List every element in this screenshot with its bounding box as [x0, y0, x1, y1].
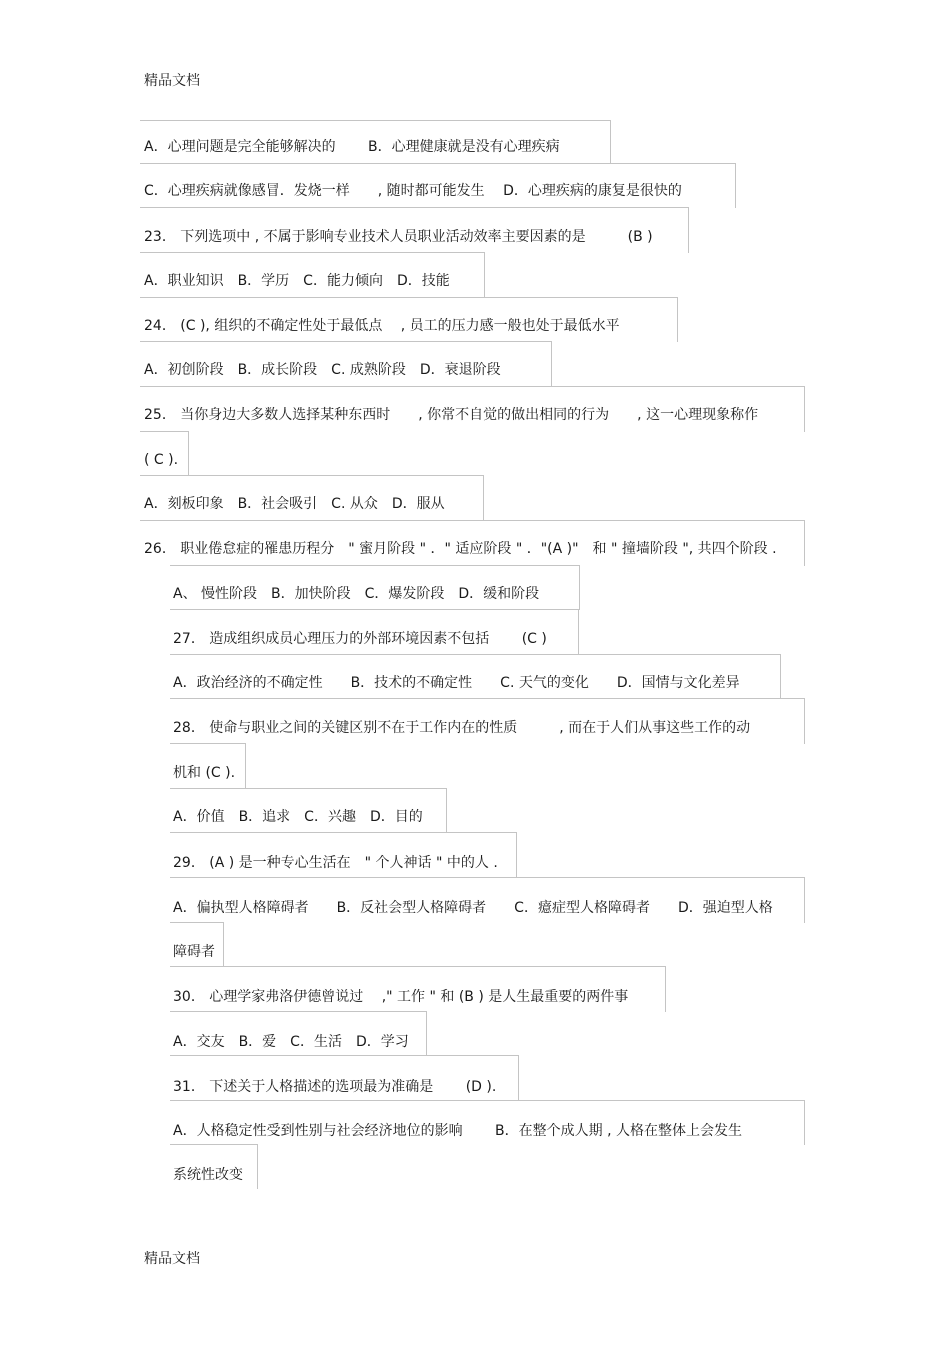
question-23: 23． 下列选项中 , 不属于影响专业技术人员职业活动效率主要因素的是 (B ): [144, 229, 653, 245]
answer-options-continued: 障碍者: [173, 944, 215, 960]
answer-options-line: A．价值 B．追求 C．兴趣 D．目的: [173, 809, 423, 825]
answer-options-line: A．偏执型人格障碍者 B．反社会型人格障碍者 C．癔症型人格障碍者 D．强迫型人格: [173, 900, 773, 916]
question-27: 27． 造成组织成员心理压力的外部环境因素不包括 (C ): [173, 631, 547, 647]
page-footer: 精品文档: [144, 1251, 200, 1267]
answer-options-line: A．交友 B．爱 C．生活 D．学习: [173, 1034, 409, 1050]
question-24: 24． (C ), 组织的不确定性处于最低点 , 员工的压力感一般也处于最低水平: [144, 318, 620, 334]
answer-options-line: A．刻板印象 B．社会吸引 C. 从众 D．服从: [144, 496, 445, 512]
question-28-continued: 机和 (C ).: [173, 765, 236, 781]
question-25-continued: ( C ).: [144, 452, 179, 468]
question-31: 31． 下述关于人格描述的选项最为准确是 (D ).: [173, 1079, 497, 1095]
answer-options-line: A．初创阶段 B．成长阶段 C. 成熟阶段 D．衰退阶段: [144, 362, 501, 378]
question-30: 30． 心理学家弗洛伊德曾说过 ," 工作 " 和 (B ) 是人生最重要的两件事: [173, 989, 629, 1005]
answer-options-continued: 系统性改变: [173, 1167, 243, 1183]
answer-options-line: A．人格稳定性受到性别与社会经济地位的影响 B．在整个成人期 , 人格在整体上会发生: [173, 1123, 742, 1139]
question-26: 26． 职业倦怠症的罹患历程分 " 蜜月阶段 " ．" 适应阶段 " ．"(A )" 和 " 撞墙阶段 ", 共四个阶段 .: [144, 541, 777, 557]
answer-options-line: A．政治经济的不确定性 B．技术的不确定性 C. 天气的变化 D．国情与文化差异: [173, 675, 740, 691]
answer-options-line: A、 慢性阶段 B．加快阶段 C．爆发阶段 D．缓和阶段: [173, 586, 540, 602]
answer-options-line: A．职业知识 B．学历 C．能力倾向 D．技能: [144, 273, 450, 289]
question-28: 28． 使命与职业之间的关键区别不在于工作内在的性质 , 而在于人们从事这些工作的动: [173, 720, 751, 736]
question-29: 29． (A ) 是一种专心生活在 " 个人神话 " 中的人 .: [173, 855, 498, 871]
answer-options-line: A．心理问题是完全能够解决的 B．心理健康就是没有心理疾病: [144, 139, 560, 155]
page-header: 精品文档: [144, 73, 200, 89]
question-25: 25． 当你身边大多数人选择某种东西时 , 你常不自觉的做出相同的行为 , 这一心理现象称作: [144, 407, 759, 423]
answer-options-line: C．心理疾病就像感冒．发烧一样 , 随时都可能发生 D．心理疾病的康复是很快的: [144, 183, 682, 199]
